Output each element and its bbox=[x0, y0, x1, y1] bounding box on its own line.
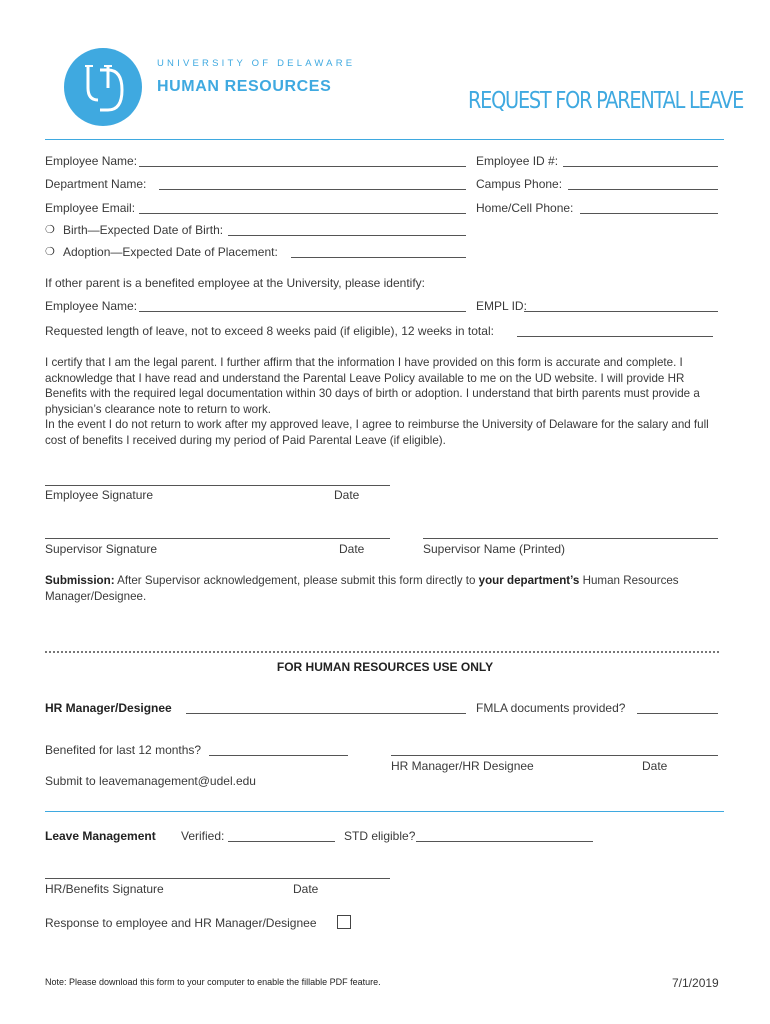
leave-length-field[interactable] bbox=[517, 336, 713, 337]
supervisor-name-line[interactable] bbox=[423, 538, 718, 539]
footer-note: Note: Please download this form to your computer to enable the fillable PDF feature. bbox=[45, 977, 381, 987]
hr-section-divider bbox=[45, 651, 719, 653]
employee-email-label: Employee Email: bbox=[45, 201, 136, 215]
employee-signature-date-label: Date bbox=[334, 488, 360, 502]
employee-email-field[interactable] bbox=[139, 213, 466, 214]
employee-name-label: Employee Name: bbox=[45, 154, 138, 168]
benefited-field[interactable] bbox=[209, 755, 348, 756]
empl-id-field[interactable] bbox=[524, 311, 718, 312]
certification-paragraph-1: I certify that I am the legal parent. I further affirm that the information I have provided on this form is accurate and complete. I acknowledge that I have read and understand the Parental Leave Policy available to me on the UD website. I will provide HR Benefits with the required legal documentation within 30 days of birth or adoption. I understand that birth parents must provide a physician’s clearance note to return to work. bbox=[45, 356, 700, 416]
ud-logo-mark bbox=[64, 48, 142, 126]
employee-id-field[interactable] bbox=[563, 166, 718, 167]
adoption-date-field[interactable] bbox=[291, 257, 466, 258]
birth-option-label: Birth—Expected Date of Birth: bbox=[63, 223, 224, 237]
hr-section-heading: FOR HUMAN RESOURCES USE ONLY bbox=[276, 660, 494, 674]
supervisor-signature-line[interactable] bbox=[45, 538, 390, 539]
certification-text bbox=[45, 355, 725, 448]
verified-label: Verified: bbox=[181, 829, 225, 843]
adoption-radio[interactable]: ❍ bbox=[45, 246, 55, 258]
response-checkbox[interactable] bbox=[337, 915, 351, 929]
campus-phone-field[interactable] bbox=[568, 189, 718, 190]
hr-designee-label: HR Manager/HR Designee bbox=[391, 759, 534, 773]
empl-id-label: EMPL ID: bbox=[476, 299, 527, 313]
supervisor-name-label: Supervisor Name (Printed) bbox=[423, 542, 566, 556]
std-eligible-label: STD eligible? bbox=[344, 829, 416, 843]
fmla-field[interactable] bbox=[637, 713, 718, 714]
hr-benefits-signature-label: HR/Benefits Signature bbox=[45, 882, 164, 896]
header-divider bbox=[45, 139, 724, 140]
leave-length-label: Requested length of leave, not to exceed 8 weeks paid (if eligible), 12 weeks in total: bbox=[45, 324, 494, 338]
birth-date-field[interactable] bbox=[228, 235, 466, 236]
leave-management-label: Leave Management bbox=[45, 829, 156, 843]
submission-text-after: Human Resources Manager/Designee. bbox=[45, 574, 679, 603]
birth-radio[interactable]: ❍ bbox=[45, 224, 55, 236]
department-name-field[interactable] bbox=[159, 189, 466, 190]
supervisor-signature-label: Supervisor Signature bbox=[45, 542, 158, 556]
fmla-label: FMLA documents provided? bbox=[476, 701, 626, 715]
submit-to-email: Submit to leavemanagement@udel.edu bbox=[45, 774, 256, 788]
response-label: Response to employee and HR Manager/Designee bbox=[45, 916, 317, 930]
std-eligible-field[interactable] bbox=[416, 841, 593, 842]
employee-name-field[interactable] bbox=[139, 166, 466, 167]
home-cell-phone-field[interactable] bbox=[580, 213, 718, 214]
employee-signature-label: Employee Signature bbox=[45, 488, 154, 502]
department-name: HUMAN RESOURCES bbox=[157, 78, 332, 95]
form-title: REQUEST FOR PARENTAL LEAVE bbox=[468, 88, 744, 114]
certification-paragraph-2: In the event I do not return to work after my approved leave, I agree to reimburse the University of Delaware for the salary and full cost of benefits I received during my period of Paid Parental Leave (if eligible). bbox=[45, 418, 709, 447]
department-name-label: Department Name: bbox=[45, 177, 147, 191]
hr-designee-date-label: Date bbox=[642, 759, 668, 773]
benefited-label: Benefited for last 12 months? bbox=[45, 743, 202, 757]
submission-label: Submission: bbox=[45, 574, 115, 587]
hr-manager-designee-field[interactable] bbox=[186, 713, 466, 714]
version-date: 7/1/2019 bbox=[672, 976, 719, 990]
submission-text bbox=[45, 573, 725, 604]
adoption-option-label: Adoption—Expected Date of Placement: bbox=[63, 245, 278, 259]
hr-manager-designee-label: HR Manager/Designee bbox=[45, 701, 172, 715]
campus-phone-label: Campus Phone: bbox=[476, 177, 563, 191]
submission-emphasis: your department’s bbox=[478, 574, 580, 587]
home-cell-phone-label: Home/Cell Phone: bbox=[476, 201, 574, 215]
supervisor-signature-date-label: Date bbox=[339, 542, 365, 556]
employee-id-label: Employee ID #: bbox=[476, 154, 559, 168]
hr-benefits-signature-line[interactable] bbox=[45, 878, 390, 879]
other-parent-name-label: Employee Name: bbox=[45, 299, 138, 313]
submission-text-before: After Supervisor acknowledgement, please submit this form directly to bbox=[114, 574, 479, 587]
university-name: UNIVERSITY OF DELAWARE bbox=[157, 58, 356, 69]
ud-logo bbox=[64, 48, 142, 126]
employee-signature-line[interactable] bbox=[45, 485, 390, 486]
other-parent-name-field[interactable] bbox=[139, 311, 466, 312]
other-parent-prompt: If other parent is a benefited employee at the University, please identify: bbox=[45, 276, 425, 290]
verified-field[interactable] bbox=[228, 841, 335, 842]
hr-designee-signature-line[interactable] bbox=[391, 755, 718, 756]
hr-benefits-date-label: Date bbox=[293, 882, 319, 896]
leave-management-divider bbox=[45, 811, 724, 812]
